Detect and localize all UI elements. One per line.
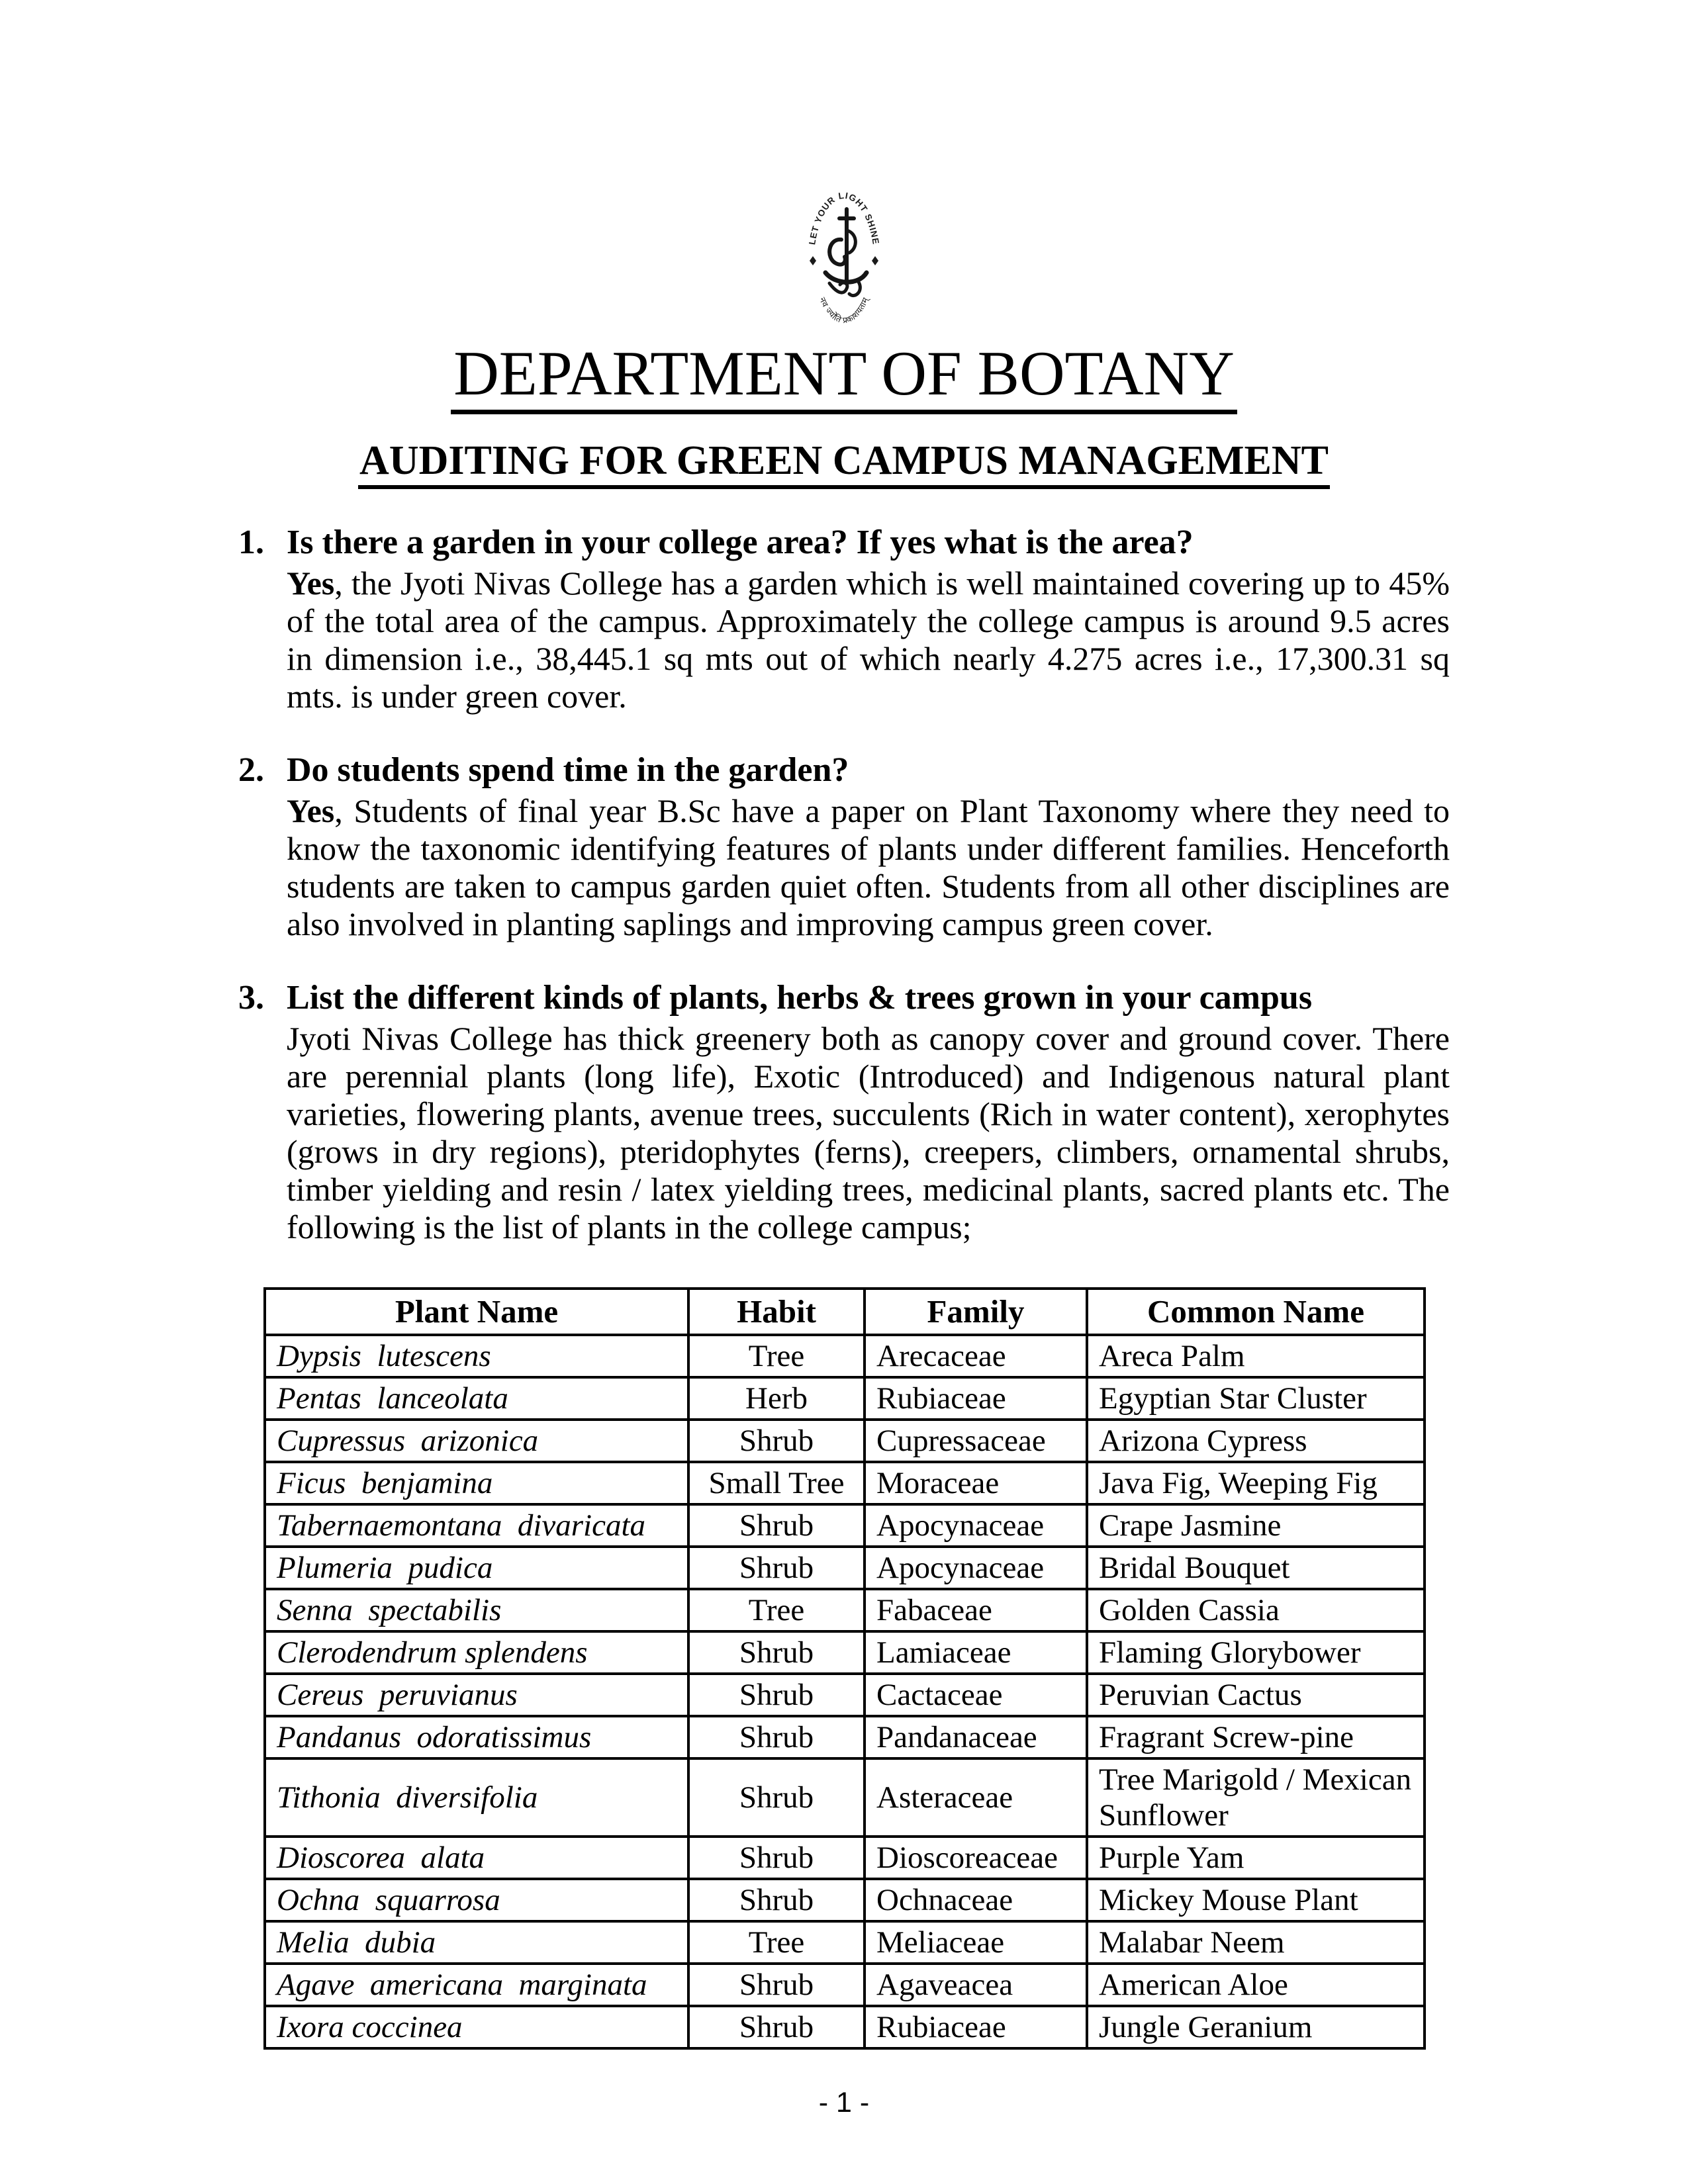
common-name-cell: Java Fig, Weeping Fig xyxy=(1087,1462,1425,1504)
habit-cell: Tree xyxy=(688,1921,865,1964)
question-heading: Do students spend time in the garden? xyxy=(287,751,849,789)
habit-cell: Shrub xyxy=(688,1837,865,1879)
family-cell: Lamiaceae xyxy=(865,1631,1087,1674)
question-number: 1. xyxy=(238,523,264,561)
common-name-cell: Jungle Geranium xyxy=(1087,2006,1425,2048)
emblem-left-diamond-icon xyxy=(810,256,816,265)
habit-cell: Shrub xyxy=(688,1758,865,1837)
family-cell: Cactaceae xyxy=(865,1674,1087,1716)
family-cell: Apocynaceae xyxy=(865,1504,1087,1547)
family-cell: Cupressaceae xyxy=(865,1420,1087,1462)
answer-bold-prefix: Yes xyxy=(287,564,335,602)
common-name-cell: Areca Palm xyxy=(1087,1335,1425,1377)
habit-cell: Shrub xyxy=(688,1716,865,1758)
table-row xyxy=(265,1420,1425,1462)
header-cell-habit: Habit xyxy=(688,1289,865,1335)
family-cell: Pandanaceae xyxy=(865,1716,1087,1758)
table-row xyxy=(265,1964,1425,2006)
plant-name-cell: Agave americana marginata xyxy=(265,1964,688,2006)
family-cell: Fabaceae xyxy=(865,1589,1087,1631)
page-number: - 1 - xyxy=(818,2086,870,2118)
question-item-3 xyxy=(238,979,1450,1246)
common-name-cell: Bridal Bouquet xyxy=(1087,1547,1425,1589)
habit-cell: Tree xyxy=(688,1335,865,1377)
answer-text: , Students of final year B.Sc have a paper on Plant Taxonomy where they need to know the taxonomic identifying features of plants under different families. Henceforth students are taken to campus garden quiet often. Students from all other disciplines are also involved in planting saplings and improving campus green cover. xyxy=(287,792,1450,942)
common-name-cell: Mickey Mouse Plant xyxy=(1087,1879,1425,1921)
plant-name-cell: Tabernaemontana divaricata xyxy=(265,1504,688,1547)
table-row xyxy=(265,1504,1425,1547)
page-subtitle: AUDITING FOR GREEN CAMPUS MANAGEMENT xyxy=(358,439,1330,489)
habit-cell: Shrub xyxy=(688,1547,865,1589)
header-cell-family: Family xyxy=(865,1289,1087,1335)
table-row xyxy=(265,2006,1425,2048)
plant-name-cell: Ficus benjamina xyxy=(265,1462,688,1504)
table-row xyxy=(265,1462,1425,1504)
family-cell: Apocynaceae xyxy=(865,1547,1087,1589)
question-item-2 xyxy=(238,751,1450,943)
plant-name-cell: Pentas lanceolata xyxy=(265,1377,688,1420)
habit-cell: Shrub xyxy=(688,1631,865,1674)
answer-paragraph xyxy=(287,565,1450,715)
common-name-cell: Fragrant Screw-pine xyxy=(1087,1716,1425,1758)
plant-name-cell: Melia dubia xyxy=(265,1921,688,1964)
header-cell-common-name: Common Name xyxy=(1087,1289,1425,1335)
table-row xyxy=(265,1716,1425,1758)
table-row xyxy=(265,1837,1425,1879)
answer-paragraph xyxy=(287,792,1450,943)
plants-table-body xyxy=(265,1335,1425,2048)
emblem-right-diamond-icon xyxy=(872,256,878,265)
question-heading: Is there a garden in your college area? If yes what is the area? xyxy=(287,523,1194,561)
family-cell: Rubiaceae xyxy=(865,1377,1087,1420)
habit-cell: Shrub xyxy=(688,1504,865,1547)
habit-cell: Herb xyxy=(688,1377,865,1420)
question-item-1 xyxy=(238,523,1450,715)
plant-name-cell: Pandanus odoratissimus xyxy=(265,1716,688,1758)
plant-name-cell: Senna spectabilis xyxy=(265,1589,688,1631)
answer-bold-prefix: Yes xyxy=(287,792,335,829)
common-name-cell: Golden Cassia xyxy=(1087,1589,1425,1631)
table-row xyxy=(265,1631,1425,1674)
common-name-cell: Malabar Neem xyxy=(1087,1921,1425,1964)
table-row xyxy=(265,1589,1425,1631)
common-name-cell: Arizona Cypress xyxy=(1087,1420,1425,1462)
family-cell: Meliaceae xyxy=(865,1921,1087,1964)
habit-cell: Small Tree xyxy=(688,1462,865,1504)
family-cell: Ochnaceae xyxy=(865,1879,1087,1921)
plant-name-cell: Clerodendrum splendens xyxy=(265,1631,688,1674)
plant-name-cell: Ixora coccinea xyxy=(265,2006,688,2048)
plant-name-cell: Plumeria pudica xyxy=(265,1547,688,1589)
plants-table xyxy=(263,1287,1426,2050)
header-cell-plant-name: Plant Name xyxy=(265,1289,688,1335)
family-cell: Agaveacea xyxy=(865,1964,1087,2006)
college-emblem-graphic xyxy=(803,184,885,338)
common-name-cell: Tree Marigold / Mexican Sunflower xyxy=(1087,1758,1425,1837)
page-title: DEPARTMENT OF BOTANY xyxy=(451,341,1237,414)
common-name-cell: Flaming Glorybower xyxy=(1087,1631,1425,1674)
common-name-cell: Egyptian Star Cluster xyxy=(1087,1377,1425,1420)
plant-name-cell: Tithonia diversifolia xyxy=(265,1758,688,1837)
habit-cell: Shrub xyxy=(688,1964,865,2006)
table-row xyxy=(265,1879,1425,1921)
habit-cell: Shrub xyxy=(688,1674,865,1716)
answer-paragraph xyxy=(287,1020,1450,1246)
habit-cell: Shrub xyxy=(688,1879,865,1921)
habit-cell: Shrub xyxy=(688,1420,865,1462)
family-cell: Moraceae xyxy=(865,1462,1087,1504)
habit-cell: Shrub xyxy=(688,2006,865,2048)
plant-name-cell: Cupressus arizonica xyxy=(265,1420,688,1462)
common-name-cell: American Aloe xyxy=(1087,1964,1425,2006)
emblem-cross-monogram-icon xyxy=(825,209,867,296)
question-heading: List the different kinds of plants, herbs & trees grown in your campus xyxy=(287,978,1313,1017)
family-cell: Dioscoreaceae xyxy=(865,1837,1087,1879)
plant-name-cell: Dypsis lutescens xyxy=(265,1335,688,1377)
table-header-row xyxy=(265,1289,1425,1335)
table-row xyxy=(265,1547,1425,1589)
emblem-top-text: LET YOUR LIGHT SHINE xyxy=(807,190,881,246)
table-row xyxy=(265,1335,1425,1377)
svg-text:नव ज्योति प्रकाशयताम् xyxy=(818,295,872,325)
table-row xyxy=(265,1674,1425,1716)
family-cell: Asteraceae xyxy=(865,1758,1087,1837)
question-number: 2. xyxy=(238,751,264,789)
table-row xyxy=(265,1377,1425,1420)
plant-name-cell: Cereus peruvianus xyxy=(265,1674,688,1716)
table-row xyxy=(265,1758,1425,1837)
common-name-cell: Peruvian Cactus xyxy=(1087,1674,1425,1716)
answer-text: , the Jyoti Nivas College has a garden which is well maintained covering up to 45% of the total area of the campus. Approximately the college campus is around 9.5 acres in dimension i.e., 38,445.1 sq mts out of which nearly 4.275 acres i.e., 17,300.31 sq mts. is under green cover. xyxy=(287,564,1450,715)
family-cell: Arecaceae xyxy=(865,1335,1087,1377)
habit-cell: Tree xyxy=(688,1589,865,1631)
family-cell: Rubiaceae xyxy=(865,2006,1087,2048)
question-list xyxy=(238,523,1450,2050)
answer-text: Jyoti Nivas College has thick greenery both as canopy cover and ground cover. There are perennial plants (long life), Exotic (Introduced) and Indigenous natural plant varieties, flowering plants, avenue trees, succulents (Rich in water content), xerophytes (grows in dry regions), pteridophytes (ferns), creepers, climbers, ornamental shrubs, timber yielding and resin / latex yielding trees, medicinal plants, sacred plants etc. The following is the list of plants in the college campus; xyxy=(287,1019,1450,1246)
common-name-cell: Purple Yam xyxy=(1087,1837,1425,1879)
plant-name-cell: Dioscorea alata xyxy=(265,1837,688,1879)
college-emblem xyxy=(803,184,885,338)
question-number: 3. xyxy=(238,978,264,1017)
table-row xyxy=(265,1921,1425,1964)
common-name-cell: Crape Jasmine xyxy=(1087,1504,1425,1547)
emblem-bottom-text: नव ज्योति प्रकाशयताम् xyxy=(817,295,871,326)
plant-name-cell: Ochna squarrosa xyxy=(265,1879,688,1921)
